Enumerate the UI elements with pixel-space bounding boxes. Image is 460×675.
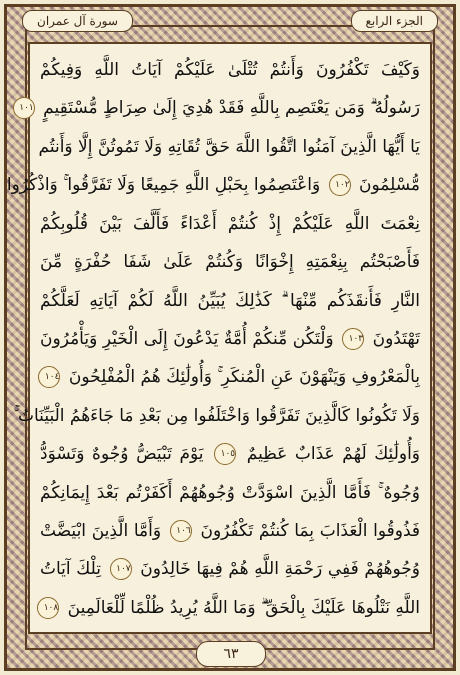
verse-text: يَوْمَ تَبْيَضُّ وُجُوهٌ وَتَسْوَدُّ	[40, 444, 204, 465]
verse-text: تَهْتَدُونَ	[372, 328, 420, 349]
verse-line	[6, 167, 420, 203]
ayah-number-marker: ١٠٢	[329, 174, 351, 196]
verse-text: وَلَا تَكُونُوا كَالَّذِينَ تَفَرَّقُوا وَاخْتَلَفُوا مِن بَعْدِ مَا جَاءَهُمُ الْبَيِّنَاتُ ۚ	[13, 405, 420, 426]
verse-line	[40, 436, 420, 472]
verse-line	[40, 359, 420, 395]
ayah-number-marker: ١٠١	[13, 97, 35, 119]
verse-line	[40, 551, 420, 587]
juz-label: الجزء الرابع	[351, 10, 439, 32]
verse-line	[40, 129, 420, 165]
ayah-number-marker: ١٠٧	[110, 558, 132, 580]
ayah-number-marker: ١٠٤	[38, 366, 60, 388]
verse-text: فَذُوقُوا الْعَذَابَ بِمَا كُنتُمْ تَكْفُرُونَ	[200, 521, 421, 542]
verse-text-area	[6, 42, 432, 634]
verse-line	[40, 475, 420, 511]
verse-line	[40, 52, 420, 88]
verse-text: نِعْمَتَ اللَّهِ عَلَيْكُمْ إِذْ كُنتُمْ أَعْدَاءً فَأَلَّفَ بَيْنَ قُلُوبِكُمْ	[40, 213, 420, 234]
verse-text: النَّارِ فَأَنقَذَكُم مِّنْهَا ۗ كَذَٰلِكَ يُبَيِّنُ اللَّهُ لَكُمْ آيَاتِهِ لَعَلَّكُمْ	[40, 290, 420, 311]
verse-text: فَأَصْبَحْتُم بِنِعْمَتِهِ إِخْوَانًا وَكُنتُمْ عَلَىٰ شَفَا حُفْرَةٍ مِّنَ	[40, 252, 420, 273]
verse-text: وَأُولَٰئِكَ لَهُمْ عَذَابٌ عَظِيمٌ	[246, 444, 421, 465]
verse-text: تِلْكَ آيَاتُ	[40, 559, 101, 580]
verse-line	[40, 244, 420, 280]
verse-text: وَلْتَكُن مِّنكُمْ أُمَّةٌ يَدْعُونَ إِلَى الْخَيْرِ وَيَأْمُرُونَ	[40, 328, 334, 349]
verse-line	[19, 90, 420, 126]
verse-line	[13, 398, 420, 434]
verse-text: وَكَيْفَ تَكْفُرُونَ وَأَنتُمْ تُتْلَىٰ عَلَيْكُمْ آيَاتُ اللَّهِ وَفِيكُمْ	[40, 60, 420, 80]
verse-line	[40, 206, 420, 242]
verse-line	[40, 321, 420, 357]
verse-text: وُجُوهُهُمْ فَفِي رَحْمَةِ اللَّهِ هُمْ فِيهَا خَالِدُونَ	[140, 559, 421, 580]
verse-text: اللَّهِ نَتْلُوهَا عَلَيْكَ بِالْحَقِّ ۗ وَمَا اللَّهُ يُرِيدُ ظُلْمًا لِّلْعَالَمِينَ	[67, 597, 420, 618]
ayah-number-marker: ١٠٨	[37, 597, 59, 619]
page-number: ٦٣	[196, 641, 266, 667]
verse-text: وُجُوهٌ ۚ فَأَمَّا الَّذِينَ اسْوَدَّتْ وُجُوهُهُمْ أَكَفَرْتُم بَعْدَ إِيمَانِكُمْ	[40, 482, 420, 503]
verse-text: مُّسْلِمُونَ	[359, 175, 420, 196]
verse-line	[40, 283, 420, 319]
verse-line	[40, 590, 420, 626]
surah-name-label: سورة آل عمران	[22, 10, 133, 32]
ayah-number-marker: ١٠٦	[170, 520, 192, 542]
verse-text: بِالْمَعْرُوفِ وَيَنْهَوْنَ عَنِ الْمُنكَرِ ۚ وَأُولَٰئِكَ هُمُ الْمُفْلِحُونَ	[68, 367, 420, 388]
verse-text: وَأَمَّا الَّذِينَ ابْيَضَّتْ	[40, 521, 162, 542]
verse-line	[40, 513, 420, 549]
ayah-number-marker: ١٠٣	[342, 328, 364, 350]
verse-text: رَسُولُهُ ۗ وَمَن يَعْتَصِم بِاللَّهِ فَقَدْ هُدِيَ إِلَىٰ صِرَاطٍ مُّسْتَقِيمٍ	[43, 98, 420, 119]
ayah-number-marker: ١٠٥	[214, 443, 236, 465]
verse-text: يَا أَيُّهَا الَّذِينَ آمَنُوا اتَّقُوا اللَّهَ حَقَّ تُقَاتِهِ وَلَا تَمُوتُنَّ إِلَّا وَأَنتُم	[38, 136, 420, 157]
page-header	[22, 6, 438, 36]
verse-text: وَاعْتَصِمُوا بِحَبْلِ اللَّهِ جَمِيعًا وَلَا تَفَرَّقُوا ۚ وَاذْكُرُوا	[6, 175, 321, 196]
